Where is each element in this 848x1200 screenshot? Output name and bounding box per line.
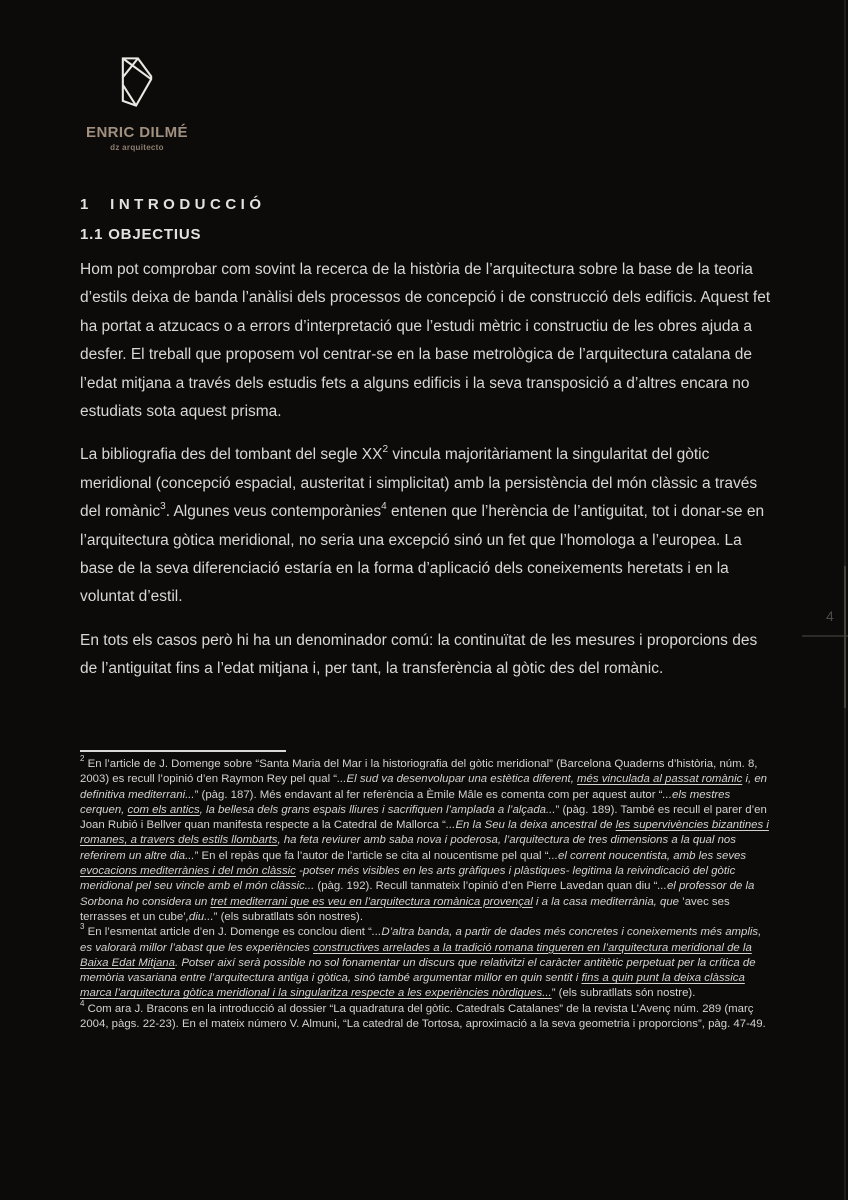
- section-heading: 1 INTRODUCCIÓ: [80, 196, 266, 213]
- footnote-separator: [80, 750, 286, 752]
- paragraph: Hom pot comprobar com sovint la recerca de la història de l’arquitectura sobre la base de la teoria d’estils deixa de banda l’anàlisi dels processos de concepció i de construcció dels edificis. Aquest fet ha portat a atzucacs o a errors d’interpretació que l’estudi mètric i constructiu de les obres ajuda a desfer. El treball que proposem vol centrar-se en la base metrològica de l’arquitectura catalana de l’edat mitjana a través dels estudis fets a alguns edificis i la seva transposició a d’altres encara no estudiats sota aquest prisma.: [80, 261, 771, 421]
- page-edge-line-highlight: [844, 566, 846, 708]
- footnote: $^2$ En l’article de J. Domenge sobre “Santa Maria del Mar i la historiografia del gòtic meridional” (Barcelona Quaderns d’història, núm. 8, 2003) es recull l’opinió d’en Raymon Rey pel qual “...El sud va desenvolupar una estètica diferent, més vinculada al passat romànic i, en definitiva mediterrani...” (pàg. 187). Més endavant al fer referència a Èmile Mâle es comenta com per aquest autor “...els mestres cerquen, com els antics, la bellesa dels grans espais lliures i sacrifiquen l’amplada a l’alçada...” (pàg. 189). També es recull el parer d’en Joan Rubió i Bellver quan manifesta respecte a la Catedral de Mallorca “...En la Seu la deixa ancestral de les supervivències bizantines i romanes, a travers dels estils llombarts, ha feta reviurer amb saba nova i poderosa, l’arquitectura de tres dimensions a la qual nos referirem un altre dia...” En el repàs que fa l’autor de l’article se cita al noucentisme pel qual “...el corrent noucentista, amb les seves evocacions mediterrànies i del món clàssic -potser més visibles en les arts gràfiques i plàstiques- legitima la reivindicació del gòtic meridional pel seu vincle amb el món clàssic... (pàg. 192). Recull tanmateix l’opinió d’en Pierre Lavedan quan diu “...el professor de la Sorbona ho considera un tret mediterrani que es veu en l’arquitectura romànica provençal i a la casa mediterrània, que ’avec ses terrasses et un cube’,diu...” (els subratllats són nostres).: [80, 754, 769, 923]
- page-number-rule: [802, 635, 848, 637]
- subsection-heading: 1.1 OBJECTIUS: [80, 226, 202, 243]
- brand-tagline: dz arquitecto: [110, 143, 164, 152]
- footnotes-section: [80, 750, 774, 1032]
- footnote: $^3$ En l’esmentat article d’en J. Domenge es conclou dient “...D’altra banda, a partir de dades més concretes i coneixements més amplis, es valorarà millor l’abast que les experiències constructives arrelades a la tradició romana tingueren en l’arquitectura meridional de la Baixa Edat Mitjana. Potser així serà possible no sol fonamentar un discurs que relativitzi el caràcter antitètic perpetuat per la crítica de memòria vasariana entre l’arquitectura antiga i gòtica, sinó també argumentar millor en quin sentit i fins a quin punt la deixa clàssica marca l’arquitectura gòtica meridional i la singularitza respecte a les experiències nòrdiques...” (els subratllats són nostre).: [80, 922, 762, 1000]
- body-text: [80, 256, 774, 699]
- brand-logo: [78, 56, 196, 152]
- footnote: $^4$ Com ara J. Bracons en la introducció al dossier “La quadratura del gòtic. Catedrals Catalanes” de la revista L’Avenç núm. 289 (març 2004, pàgs. 22-23). En el mateix número V. Almuni, “La catedral de Tortosa, aproximació a la seva geometria i proporcions”, pàg. 47-49.: [80, 998, 766, 1031]
- logo-mark-icon: [120, 56, 154, 108]
- paragraph: La bibliografia des del tombant del segle $XX^2$ vincula majoritàriament la singularitat del gòtic meridional (concepció espacial, austeritat i simplicitat) amb la persistència del món clàssic a través del romànic$^3$. Algunes veus contemporànies$^4$ entenen que l’herència de l’antiguitat, tot i donar-se en l’arquitectura gòtica meridional, no seria una excepció sinó un fet que l’homologa a l’europea. La base de la seva diferenciació estaría en la forma d’aplicació dels coneixements heretats i en la voluntat d’estil.: [80, 444, 765, 606]
- page-number: 4: [826, 608, 834, 624]
- brand-name: ENRIC DILMÉ: [86, 124, 188, 141]
- paragraph: En tots els casos però hi ha un denominador comú: la continuïtat de les mesures i proporcions des de l’antiguitat fins a l’edat mitjana i, per tant, la transferència al gòtic des del romànic.: [80, 631, 758, 678]
